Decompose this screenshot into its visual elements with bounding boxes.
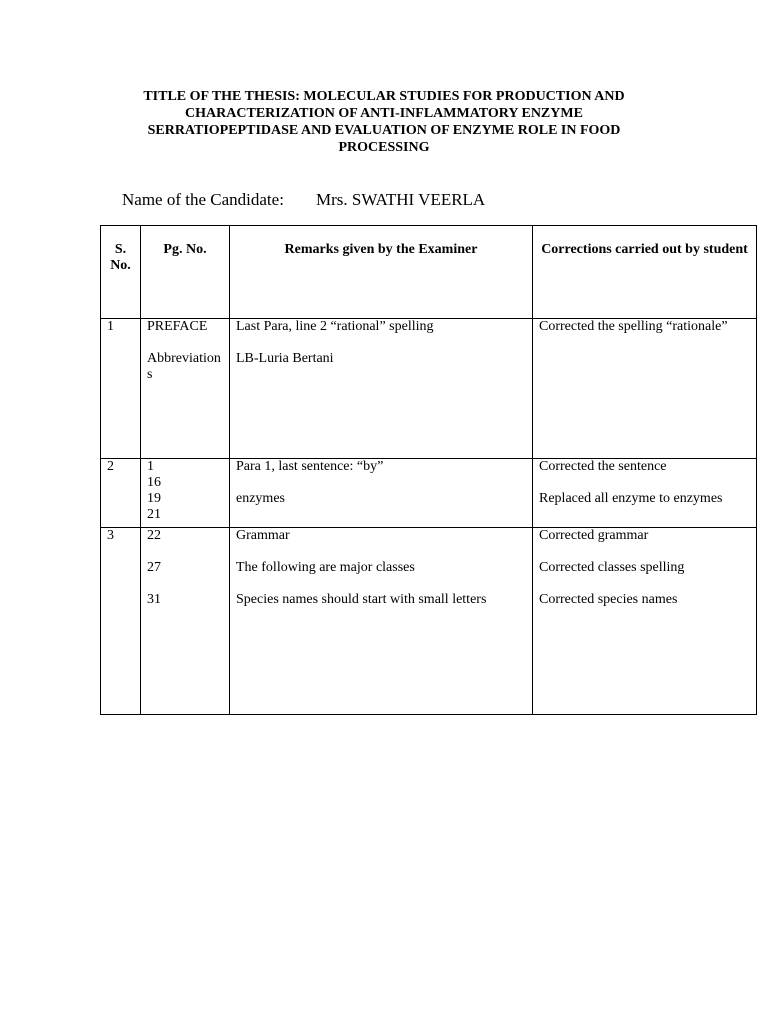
cell-corrections xyxy=(533,459,757,528)
page-ref: PREFACE xyxy=(147,319,208,334)
sno-value: 2 xyxy=(107,459,114,474)
correction-text: Corrected grammar xyxy=(539,528,649,543)
candidate-line xyxy=(122,190,486,210)
cell-pages xyxy=(141,319,230,459)
page-ref: Abbreviations xyxy=(147,351,221,382)
header-corrections: Corrections carried out by student xyxy=(533,226,757,319)
remark-text: Last Para, line 2 “rational” spelling xyxy=(236,319,434,334)
cell-remarks xyxy=(230,319,533,459)
remark-text: LB-Luria Bertani xyxy=(236,351,334,366)
page-ref: 16 xyxy=(147,475,161,490)
cell-pages xyxy=(141,459,230,528)
candidate-name: Mrs. SWATHI VEERLA xyxy=(316,190,486,209)
remark-text: Grammar xyxy=(236,528,290,543)
sno-value: 1 xyxy=(107,319,114,334)
page-ref: 27 xyxy=(147,560,161,575)
page-ref: 21 xyxy=(147,507,161,522)
title-line-3: SERRATIOPEPTIDASE AND EVALUATION OF ENZYME ROLE IN FOOD xyxy=(147,123,621,138)
table-header-row xyxy=(101,226,757,319)
cell-sno xyxy=(101,319,141,459)
header-remarks: Remarks given by the Examiner xyxy=(230,226,533,319)
title-line-4: PROCESSING xyxy=(338,140,430,155)
title-line-1: TITLE OF THE THESIS: MOLECULAR STUDIES FOR PRODUCTION AND xyxy=(143,89,625,104)
title-line-2: CHARACTERIZATION OF ANTI-INFLAMMATORY ENZYME xyxy=(185,106,583,121)
cell-corrections xyxy=(533,319,757,459)
corrections-table xyxy=(100,225,757,715)
remark-text: Species names should start with small letters xyxy=(236,592,487,607)
page-ref: 22 xyxy=(147,528,161,543)
cell-sno xyxy=(101,459,141,528)
table-row xyxy=(101,319,757,459)
page-ref: 31 xyxy=(147,592,161,607)
cell-sno xyxy=(101,528,141,715)
page-ref: 19 xyxy=(147,491,161,506)
correction-text: Corrected classes spelling xyxy=(539,560,685,575)
correction-text: Corrected the spelling “rationale” xyxy=(539,319,728,334)
candidate-label: Name of the Candidate: xyxy=(122,190,284,209)
remark-text: enzymes xyxy=(236,491,285,506)
correction-text: Corrected the sentence xyxy=(539,459,667,474)
cell-remarks xyxy=(230,528,533,715)
correction-text: Corrected species names xyxy=(539,592,678,607)
remark-text: Para 1, last sentence: “by” xyxy=(236,459,384,474)
thesis-title xyxy=(100,88,668,156)
cell-remarks xyxy=(230,459,533,528)
correction-text: Replaced all enzyme to enzymes xyxy=(539,491,723,506)
header-sno: S. No. xyxy=(101,226,141,319)
table-row xyxy=(101,459,757,528)
remark-text: The following are major classes xyxy=(236,560,415,575)
table-row xyxy=(101,528,757,715)
cell-corrections xyxy=(533,528,757,715)
sno-value: 3 xyxy=(107,528,114,543)
header-pgno: Pg. No. xyxy=(141,226,230,319)
page-ref: 1 xyxy=(147,459,154,474)
cell-pages xyxy=(141,528,230,715)
